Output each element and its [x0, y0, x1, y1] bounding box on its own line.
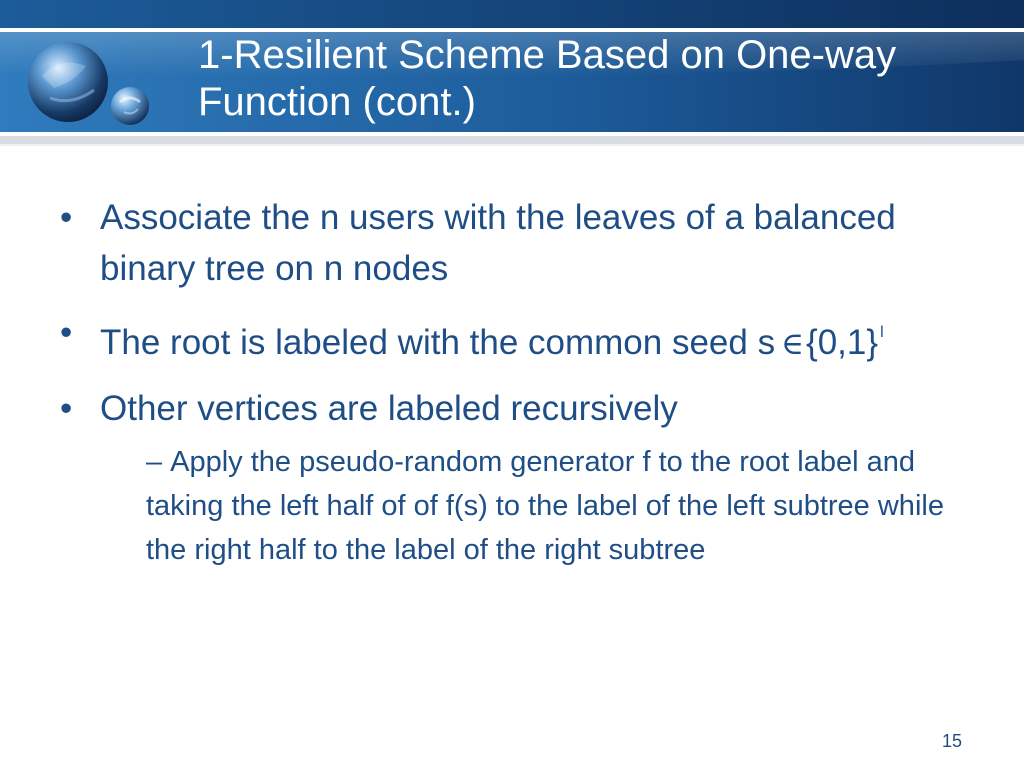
sub-bullet-mark: – [146, 446, 163, 478]
bullet-text: Other vertices are labeled recursively [100, 389, 678, 428]
bullet-text: The root is labeled with the common seed s [100, 323, 776, 362]
bullet-list [56, 192, 966, 572]
bullet-item [56, 383, 966, 434]
bullet-mark: • [60, 198, 73, 237]
bullet-item [56, 307, 966, 370]
superscript: l [880, 324, 884, 341]
bullet-mark: • [60, 313, 73, 352]
page-number: 15 [941, 731, 962, 751]
element-of-symbol: ∈ [781, 326, 805, 362]
bullet-mark: • [60, 389, 73, 428]
bullet-item [56, 192, 966, 294]
globe-logo-icon [20, 36, 160, 136]
set-notation: {0,1} [806, 323, 879, 362]
slide-title: 1-Resilient Scheme Based on One-way Function (cont.) [198, 33, 897, 124]
sub-bullet-text: Apply the pseudo-random generator f to the root label and taking the left half of of f(s) to the label of the left subtree while the right half to the label of the right subtree [146, 446, 944, 566]
sub-bullet-item [146, 440, 966, 572]
bullet-text: Associate the n users with the leaves of a balanced binary tree on n nodes [100, 198, 896, 288]
